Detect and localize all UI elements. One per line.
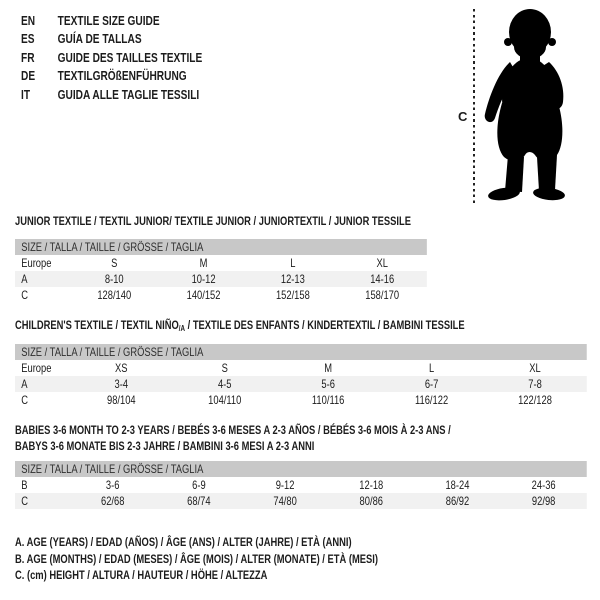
row-label: Europe <box>21 256 52 270</box>
table-row <box>15 287 427 303</box>
height-cell: 74/80 <box>273 494 297 508</box>
language-row <box>21 12 202 30</box>
babies-table <box>15 461 587 509</box>
row-label: A <box>21 272 28 286</box>
table-row <box>15 392 587 408</box>
age-cell: 8-10 <box>104 272 124 286</box>
legend-note-b: B. AGE (MONTHS) / EDAD (MESES) / ÂGE (MOIS) / ALTER (MONATE) / ETÀ (MESI) <box>15 551 378 566</box>
height-cell: 80/86 <box>359 494 383 508</box>
language-code: DE <box>21 68 36 84</box>
age-cell: 7-8 <box>528 377 542 391</box>
children-title-sub: /A <box>178 324 186 333</box>
language-row <box>21 67 202 85</box>
legend-note-c: C. (cm) HEIGHT / ALTURA / HAUTEUR / HÖHE / ALTEZZA <box>15 568 268 583</box>
height-cell: 116/122 <box>415 393 449 407</box>
age-cell: 18-24 <box>445 478 470 492</box>
language-title: GUÍA DE TALLAS <box>57 31 142 47</box>
language-list <box>21 12 202 104</box>
height-cell: 152/158 <box>275 288 310 302</box>
language-code: ES <box>21 31 35 47</box>
row-label: C <box>21 288 29 302</box>
children-table-title <box>15 318 465 333</box>
baby-silhouette-icon <box>480 5 600 205</box>
size-cell: M <box>324 361 333 375</box>
height-measure-line <box>473 9 475 206</box>
language-code: FR <box>21 49 35 65</box>
table-row <box>15 360 587 376</box>
age-cell: 14-16 <box>370 272 395 286</box>
height-cell: 86/92 <box>445 494 470 508</box>
height-cell: 128/140 <box>97 288 132 302</box>
language-code: EN <box>21 13 36 28</box>
junior-table-title: JUNIOR TEXTILE / TEXTIL JUNIOR/ TEXTILE JUNIOR / JUNIORTEXTIL / JUNIOR TESSILE <box>15 214 411 228</box>
age-cell: 12-13 <box>280 272 305 286</box>
size-cell: S <box>221 361 228 375</box>
height-cell: 98/104 <box>106 393 136 407</box>
size-cell: M <box>199 256 208 270</box>
age-cell: 10-12 <box>191 272 216 286</box>
size-cell: L <box>290 256 296 270</box>
language-title: GUIDA ALLE TAGLIE TESSILI <box>57 86 200 102</box>
size-header-bar: SIZE / TALLA / TAILLE / GRÖSSE / TAGLIA <box>15 344 587 360</box>
size-cell: S <box>111 256 118 270</box>
height-cell: 104/110 <box>208 393 242 407</box>
age-cell: 9-12 <box>275 478 295 492</box>
size-cell: XL <box>376 256 388 270</box>
babies-title-line1: BABIES 3-6 MONTH TO 2-3 YEARS / BEBÉS 3-6 MESES A 2-3 AÑOS / BÉBÉS 3-6 MOIS À 2-3 ANS / <box>15 423 451 437</box>
age-cell: 12-18 <box>359 478 384 492</box>
size-cell: L <box>428 361 435 375</box>
age-cell: 4-5 <box>217 377 232 391</box>
language-row <box>21 30 202 48</box>
height-cell: 62/68 <box>100 494 125 508</box>
babies-table-title <box>15 423 451 455</box>
size-cell: XS <box>115 361 128 375</box>
table-row <box>15 493 587 509</box>
language-title: TEXTILE SIZE GUIDE <box>57 13 160 28</box>
age-cell: 3-4 <box>114 377 129 391</box>
row-label: A <box>21 377 28 391</box>
height-measure-label: C <box>458 109 468 124</box>
row-label: Europe <box>21 361 52 375</box>
language-title: GUIDE DES TAILLES TEXTILE <box>57 49 203 65</box>
age-cell: 24-36 <box>531 478 556 492</box>
age-cell: 5-6 <box>321 377 335 391</box>
children-title-suffix: / TEXTILE DES ENFANTS / KINDERTEXTIL / BAMBINI TESSILE <box>185 318 465 332</box>
babies-title-line2: BABYS 3-6 MONATE BIS 2-3 JAHRE / BAMBINI 3-6 MESI A 2-3 ANNI <box>15 438 315 453</box>
language-code: IT <box>21 86 31 102</box>
table-row <box>15 376 587 392</box>
size-cell: XL <box>529 361 541 375</box>
legend-notes <box>15 534 378 584</box>
height-cell: 140/152 <box>186 288 221 302</box>
size-header-bar: SIZE / TALLA / TAILLE / GRÖSSE / TAGLIA <box>15 461 587 477</box>
height-cell: 110/116 <box>311 393 345 407</box>
height-cell: 122/128 <box>518 393 552 407</box>
children-table <box>15 344 587 408</box>
height-cell: 92/98 <box>531 494 556 508</box>
size-header-bar: SIZE / TALLA / TAILLE / GRÖSSE / TAGLIA <box>15 239 427 255</box>
language-title: TEXTILGRÖßENFÜHRUNG <box>57 68 187 84</box>
height-cell: 68/74 <box>187 494 211 508</box>
height-cell: 158/170 <box>365 288 400 302</box>
legend-note-a: A. AGE (YEARS) / EDAD (AÑOS) / ÂGE (ANS) / ALTER (JAHRE) / ETÀ (ANNI) <box>15 535 352 549</box>
row-label: C <box>21 393 29 407</box>
table-row <box>15 255 427 271</box>
table-row <box>15 477 587 493</box>
junior-table <box>15 239 427 303</box>
age-cell: 6-9 <box>192 478 206 492</box>
age-cell: 6-7 <box>424 377 439 391</box>
table-row <box>15 271 427 287</box>
row-label: C <box>21 494 29 508</box>
language-row <box>21 49 202 67</box>
age-cell: 3-6 <box>105 478 120 492</box>
language-row <box>21 86 202 104</box>
children-title-prefix: CHILDREN'S TEXTILE / TEXTIL NIÑO <box>15 318 179 332</box>
row-label: B <box>21 478 28 492</box>
